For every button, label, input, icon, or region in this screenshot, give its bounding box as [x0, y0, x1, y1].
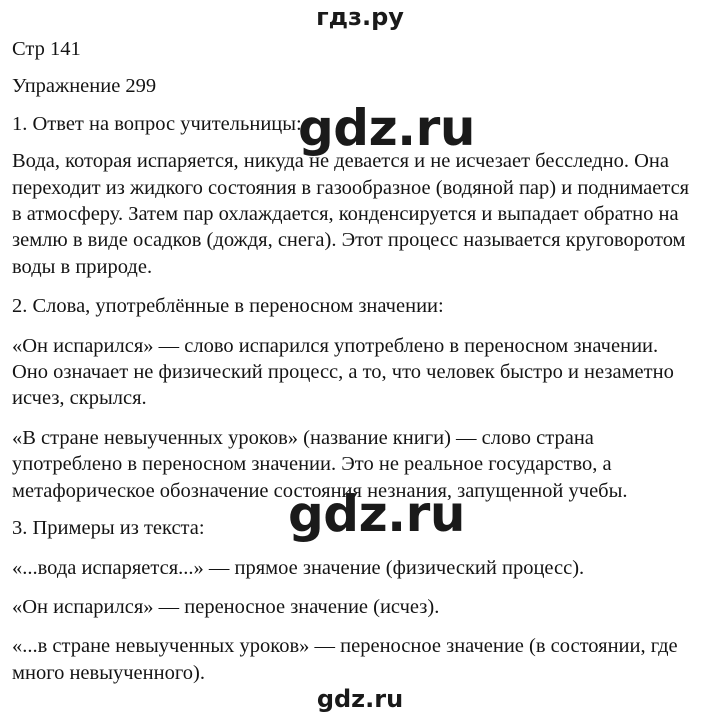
- paragraph-line: Вода, которая испаряется, никуда не девается и не исчезает бесследно. Она: [12, 150, 669, 173]
- watermark-logo-middle: gdz.ru: [288, 485, 465, 543]
- exercise-title: Упражнение 299: [12, 75, 157, 98]
- section-3-heading: 3. Примеры из текста:: [12, 517, 205, 540]
- paragraph-line: метафорическое обозначение состояния незнания, запущенной учебы.: [12, 479, 628, 502]
- paragraph-line: исчез, скрылся.: [12, 387, 147, 410]
- site-footer-logo: gdz.ru: [316, 685, 404, 713]
- paragraph-line: «Он испарился» — слово испарился употреблено в переносном значении.: [12, 334, 659, 357]
- example-3: [12, 633, 712, 686]
- section-1-paragraph: [12, 148, 712, 280]
- watermark-logo-top: gdz.ru: [298, 99, 475, 157]
- paragraph-line: Оно означает не физический процесс, а то, что человек быстро и незаметно: [12, 361, 674, 384]
- paragraph-line: употреблено в переносном значении. Это не реальное государство, а: [12, 453, 612, 476]
- paragraph-line: много невыученного).: [12, 661, 205, 684]
- paragraph-line: «...в стране невыученных уроков» — переносное значение (в состоянии, где: [12, 635, 678, 658]
- section-2-heading: 2. Слова, употреблённые в переносном значении:: [12, 295, 444, 318]
- site-header-logo: гдз.ру: [316, 3, 404, 31]
- paragraph-line: переходит из жидкого состояния в газообразное (водяной пар) и поднимается: [12, 176, 690, 199]
- section-1-heading: 1. Ответ на вопрос учительницы:: [12, 112, 302, 135]
- example-1: «...вода испаряется...» — прямое значение (физический процесс).: [12, 556, 585, 579]
- paragraph-line: «В стране невыученных уроков» (название книги) — слово страна: [12, 426, 594, 449]
- paragraph-line: воды в природе.: [12, 255, 153, 278]
- paragraph-line: землю в виде осадков (дождя, снега). Этот процесс называется круговоротом: [12, 229, 686, 252]
- paragraph-line: в атмосферу. Затем пар охлаждается, конденсируется и выпадает обратно на: [12, 203, 679, 226]
- example-2: «Он испарился» — переносное значение (исчез).: [12, 595, 440, 618]
- section-2-item-1: [12, 333, 712, 412]
- page-number: Стр 141: [12, 38, 81, 60]
